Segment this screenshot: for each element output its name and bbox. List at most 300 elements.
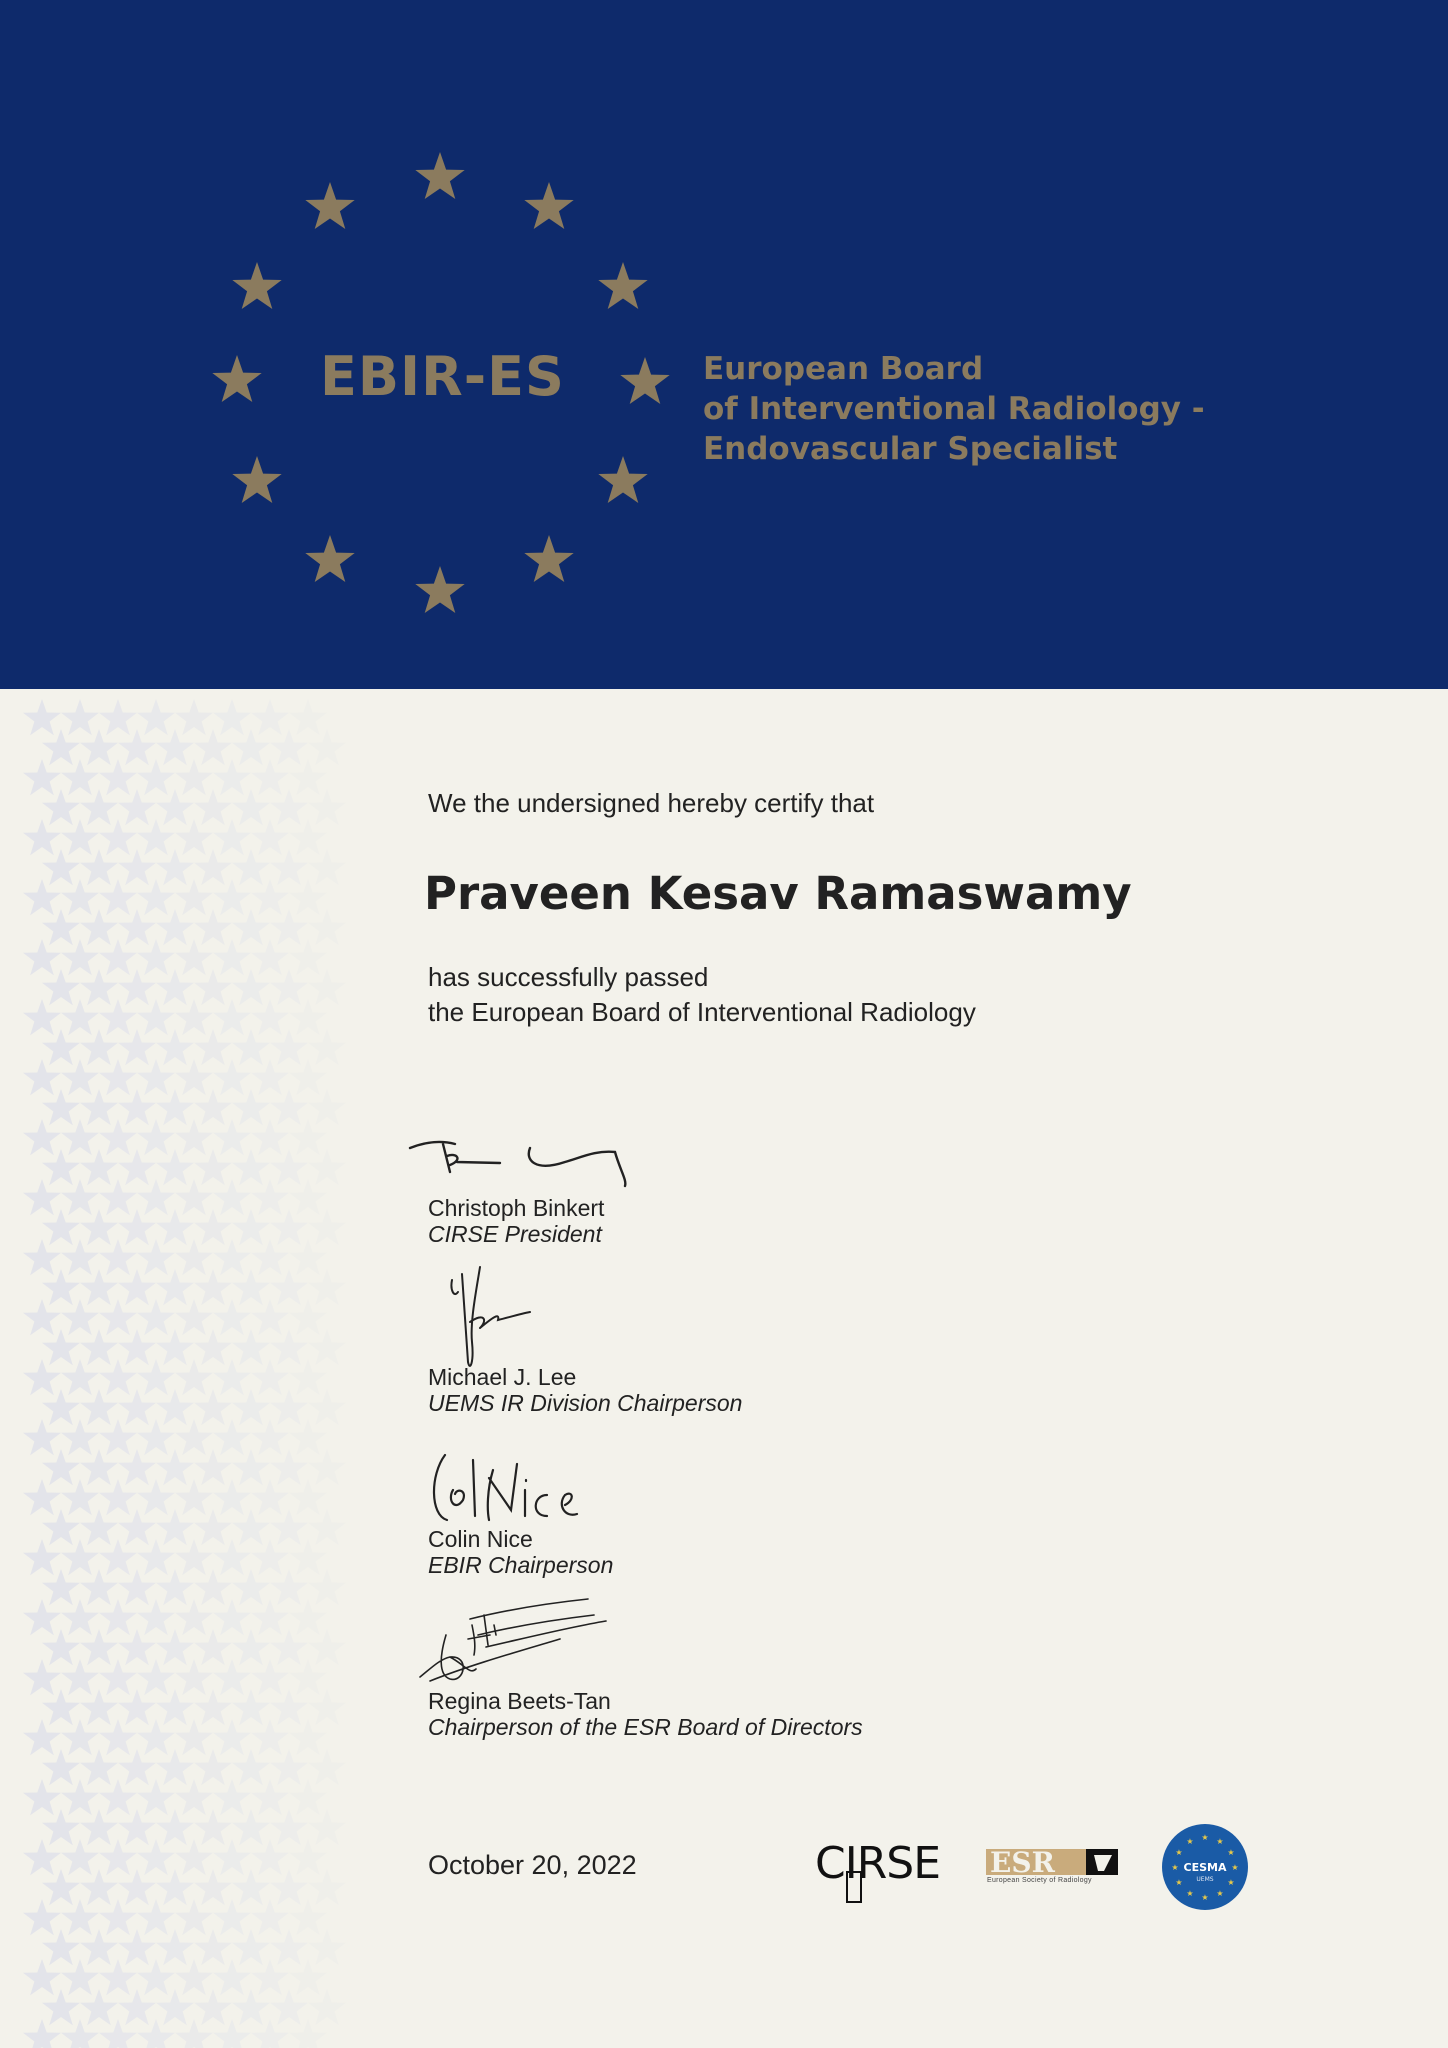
pattern-star-icon (42, 1389, 80, 1425)
pattern-star-icon (137, 759, 175, 795)
esr-logo-mark (986, 1847, 1121, 1877)
pattern-star-icon (137, 1539, 175, 1575)
pattern-star-icon (99, 999, 137, 1035)
signatory-role: EBIR Chairperson (428, 1552, 614, 1578)
pattern-star-icon (308, 1629, 346, 1665)
pattern-star-icon (99, 1959, 137, 1995)
pattern-star-icon (308, 1869, 346, 1905)
pattern-star-icon (99, 939, 137, 975)
pattern-star-icon (308, 849, 346, 885)
pattern-star-icon (175, 1419, 213, 1455)
pattern-star-icon (232, 1389, 270, 1425)
pattern-star-icon (270, 1449, 308, 1485)
star-icon (415, 152, 464, 199)
pattern-star-icon (251, 1179, 289, 1215)
pattern-star-icon (42, 1569, 80, 1605)
pattern-star-icon (308, 1029, 346, 1065)
pattern-star-icon (308, 1989, 346, 2025)
pattern-star-icon (42, 1089, 80, 1125)
pattern-star-icon (137, 1059, 175, 1095)
cesma-star-icon: ★ (1201, 1893, 1209, 1902)
pattern-star-icon (80, 1449, 118, 1485)
pattern-star-icon (251, 1539, 289, 1575)
pattern-star-icon (61, 939, 99, 975)
pattern-star-icon (232, 1209, 270, 1245)
pattern-star-icon (61, 1479, 99, 1515)
pattern-star-icon (99, 1539, 137, 1575)
pattern-star-icon (137, 1719, 175, 1755)
pattern-star-icon (232, 1869, 270, 1905)
pattern-star-icon (251, 2019, 289, 2048)
pattern-star-icon (118, 1149, 156, 1185)
pattern-star-icon (118, 1029, 156, 1065)
pattern-star-icon (80, 849, 118, 885)
header-band (0, 0, 1448, 689)
pattern-star-icon (118, 909, 156, 945)
pattern-star-icon (270, 1869, 308, 1905)
pattern-star-icon (213, 1299, 251, 1335)
pattern-star-icon (213, 939, 251, 975)
pattern-star-icon (194, 1449, 232, 1485)
pattern-star-icon (61, 1299, 99, 1335)
star-pattern-background (0, 689, 360, 2048)
pattern-star-icon (232, 1149, 270, 1185)
pattern-star-icon (118, 789, 156, 825)
pattern-star-icon (251, 999, 289, 1035)
pattern-star-icon (251, 879, 289, 915)
pattern-star-icon (289, 1059, 327, 1095)
pattern-star-icon (80, 729, 118, 765)
signature-beets-tan (410, 1595, 610, 1695)
pattern-star-icon (118, 1329, 156, 1365)
pattern-star-icon (232, 1689, 270, 1725)
pattern-star-icon (156, 1569, 194, 1605)
pattern-star-icon (194, 1869, 232, 1905)
pattern-star-icon (251, 1119, 289, 1155)
pattern-star-icon (289, 699, 327, 735)
pattern-star-icon (99, 879, 137, 915)
pattern-star-icon (308, 1809, 346, 1845)
pattern-star-icon (232, 729, 270, 765)
signatory-block (428, 1195, 604, 1247)
pattern-star-icon (137, 699, 175, 735)
pattern-star-icon (213, 1179, 251, 1215)
pattern-star-icon (194, 1029, 232, 1065)
pattern-star-icon (137, 1119, 175, 1155)
pattern-star-icon (118, 1989, 156, 2025)
eu-star-ring (0, 0, 1448, 689)
pattern-star-icon (289, 759, 327, 795)
signatory-block (428, 1364, 742, 1416)
pattern-star-icon (213, 1719, 251, 1755)
pattern-star-icon (213, 1419, 251, 1455)
pattern-star-icon (308, 1269, 346, 1305)
pattern-star-icon (289, 1959, 327, 1995)
pattern-star-icon (23, 879, 61, 915)
pattern-star-icon (156, 1809, 194, 1845)
pattern-star-icon (99, 1839, 137, 1875)
pattern-star-icon (156, 1209, 194, 1245)
pattern-star-icon (175, 699, 213, 735)
cesma-star-icon: ★ (1216, 1837, 1224, 1846)
pattern-star-icon (251, 1959, 289, 1995)
pattern-star-icon (118, 1629, 156, 1665)
pattern-star-icon (289, 999, 327, 1035)
pattern-star-icon (251, 819, 289, 855)
pattern-star-icon (175, 1299, 213, 1335)
pattern-star-icon (118, 1689, 156, 1725)
pattern-star-icon (213, 1779, 251, 1815)
pattern-star-icon (213, 1359, 251, 1395)
signatory-name: Regina Beets-Tan (428, 1688, 611, 1714)
star-icon (305, 182, 354, 229)
pattern-star-icon (80, 1329, 118, 1365)
pattern-star-icon (23, 1599, 61, 1635)
pattern-star-icon (99, 1719, 137, 1755)
signatory-role: Chairperson of the ESR Board of Directors (428, 1714, 863, 1740)
signatory-role: UEMS IR Division Chairperson (428, 1390, 743, 1416)
pattern-star-icon (99, 1179, 137, 1215)
pattern-star-icon (61, 699, 99, 735)
pattern-star-icon (99, 1899, 137, 1935)
pattern-star-icon (42, 1989, 80, 2025)
pattern-star-icon (213, 759, 251, 795)
pattern-star-icon (270, 789, 308, 825)
pattern-star-icon (61, 819, 99, 855)
pattern-star-icon (175, 1839, 213, 1875)
star-icon (415, 566, 464, 613)
cesma-star-icon: ★ (1227, 1878, 1235, 1887)
pattern-star-icon (194, 1089, 232, 1125)
passed-statement (428, 960, 976, 1030)
pattern-star-icon (194, 729, 232, 765)
pattern-star-icon (175, 1779, 213, 1815)
pattern-star-icon (270, 1509, 308, 1545)
pattern-star-icon (213, 1059, 251, 1095)
board-name-line-1: European Board (703, 351, 984, 387)
pattern-star-icon (213, 999, 251, 1035)
pattern-star-icon (289, 819, 327, 855)
pattern-star-icon (23, 1539, 61, 1575)
pattern-star-icon (80, 1149, 118, 1185)
pattern-star-icon (213, 819, 251, 855)
pattern-star-icon (42, 1869, 80, 1905)
pattern-star-icon (175, 1479, 213, 1515)
pattern-star-icon (270, 1389, 308, 1425)
pattern-star-icon (42, 1269, 80, 1305)
signature-binkert (405, 1130, 685, 1190)
pattern-star-icon (80, 789, 118, 825)
pattern-star-icon (61, 1899, 99, 1935)
pattern-star-icon (80, 1569, 118, 1605)
pattern-star-icon (23, 1119, 61, 1155)
pattern-star-icon (118, 729, 156, 765)
pattern-star-icon (137, 2019, 175, 2048)
pattern-star-icon (289, 1359, 327, 1395)
pattern-star-icon (175, 999, 213, 1035)
pattern-star-icon (156, 1149, 194, 1185)
pattern-star-icon (175, 1239, 213, 1275)
pattern-star-icon (99, 1779, 137, 1815)
pattern-star-icon (251, 1719, 289, 1755)
pattern-star-icon (289, 879, 327, 915)
recipient-name: Praveen Kesav Ramaswamy (424, 867, 1132, 920)
pattern-star-icon (289, 1899, 327, 1935)
pattern-star-icon (213, 1539, 251, 1575)
pattern-star-icon (61, 2019, 99, 2048)
pattern-star-icon (194, 1989, 232, 2025)
pattern-star-icon (156, 1629, 194, 1665)
pattern-star-icon (23, 1659, 61, 1695)
pattern-star-icon (137, 819, 175, 855)
pattern-star-icon (156, 1449, 194, 1485)
pattern-star-icon (156, 969, 194, 1005)
pattern-star-icon (99, 1119, 137, 1155)
pattern-star-icon (289, 1299, 327, 1335)
board-name-line-2: of Interventional Radiology - (703, 391, 1205, 427)
pattern-star-icon (251, 1419, 289, 1455)
pattern-star-icon (61, 1839, 99, 1875)
pattern-star-icon (251, 1479, 289, 1515)
pattern-star-icon (118, 1869, 156, 1905)
pattern-star-icon (175, 1899, 213, 1935)
pattern-star-icon (61, 1179, 99, 1215)
pattern-star-icon (42, 1329, 80, 1365)
pattern-star-icon (213, 699, 251, 735)
pattern-star-icon (289, 1179, 327, 1215)
pattern-star-icon (99, 1239, 137, 1275)
pattern-star-icon (23, 1779, 61, 1815)
cesma-star-icon: ★ (1186, 1837, 1194, 1846)
pattern-star-icon (61, 1119, 99, 1155)
pattern-star-icon (156, 1329, 194, 1365)
pattern-star-icon (61, 879, 99, 915)
pattern-star-icon (194, 1689, 232, 1725)
pattern-star-icon (156, 1989, 194, 2025)
pattern-star-icon (194, 1809, 232, 1845)
pattern-star-icon (308, 729, 346, 765)
star-icon (524, 535, 573, 582)
pattern-star-icon (175, 1059, 213, 1095)
pattern-star-icon (137, 1779, 175, 1815)
pattern-star-icon (156, 729, 194, 765)
issue-date: October 20, 2022 (428, 1850, 637, 1880)
pattern-star-icon (137, 999, 175, 1035)
pattern-star-icon (270, 1629, 308, 1665)
pattern-star-icon (23, 1359, 61, 1395)
cirse-logo-text: CIRSE (815, 1838, 941, 1889)
pattern-star-icon (99, 1359, 137, 1395)
pattern-star-icon (213, 879, 251, 915)
pattern-star-icon (175, 1539, 213, 1575)
pattern-star-icon (80, 1089, 118, 1125)
star-icon (598, 262, 647, 309)
cesma-star-icon: ★ (1231, 1863, 1239, 1872)
pattern-star-icon (156, 1029, 194, 1065)
pattern-star-icon (232, 1089, 270, 1125)
pattern-star-icon (137, 1299, 175, 1335)
pattern-star-icon (80, 1029, 118, 1065)
pattern-star-icon (194, 1749, 232, 1785)
pattern-star-icon (156, 1089, 194, 1125)
pattern-star-icon (156, 909, 194, 945)
pattern-star-icon (289, 1659, 327, 1695)
pattern-star-icon (213, 2019, 251, 2048)
pattern-star-icon (270, 1149, 308, 1185)
pattern-star-icon (308, 1929, 346, 1965)
pattern-star-icon (232, 1329, 270, 1365)
pattern-star-icon (23, 999, 61, 1035)
pattern-star-icon (137, 1899, 175, 1935)
pattern-star-icon (118, 1509, 156, 1545)
pattern-star-icon (80, 1929, 118, 1965)
star-icon (232, 262, 281, 309)
board-name-line-3: Endovascular Specialist (703, 431, 1118, 467)
pattern-star-icon (251, 1599, 289, 1635)
pattern-star-icon (118, 1389, 156, 1425)
pattern-star-icon (137, 939, 175, 975)
passed-line-1: has successfully passed (428, 962, 709, 992)
pattern-star-icon (270, 1689, 308, 1725)
pattern-star-icon (251, 1659, 289, 1695)
pattern-star-icon (61, 759, 99, 795)
pattern-star-icon (80, 1989, 118, 2025)
star-icon (212, 355, 261, 402)
pattern-star-icon (308, 1089, 346, 1125)
pattern-star-icon (308, 1449, 346, 1485)
pattern-star-icon (42, 1809, 80, 1845)
pattern-star-icon (194, 1149, 232, 1185)
pattern-star-icon (232, 909, 270, 945)
pattern-star-icon (42, 729, 80, 765)
pattern-star-icon (289, 1239, 327, 1275)
pattern-star-icon (42, 969, 80, 1005)
pattern-star-icon (80, 1209, 118, 1245)
pattern-star-icon (308, 1149, 346, 1185)
pattern-star-icon (23, 1719, 61, 1755)
signature-nice (425, 1450, 585, 1530)
pattern-star-icon (289, 1479, 327, 1515)
pattern-star-icon (80, 969, 118, 1005)
pattern-star-icon (308, 1569, 346, 1605)
cirse-logo (815, 1838, 941, 1908)
pattern-star-icon (175, 1359, 213, 1395)
pattern-star-icon (232, 1449, 270, 1485)
pattern-star-icon (156, 1509, 194, 1545)
pattern-star-icon (251, 699, 289, 735)
pattern-star-icon (213, 1479, 251, 1515)
acronym-title: EBIR-ES (320, 345, 565, 408)
pattern-star-icon (156, 1869, 194, 1905)
pattern-star-icon (194, 789, 232, 825)
pattern-star-icon (251, 939, 289, 975)
pattern-star-icon (270, 1209, 308, 1245)
pattern-star-icon (194, 909, 232, 945)
pattern-star-icon (118, 1269, 156, 1305)
pattern-star-icon (99, 1059, 137, 1095)
pattern-star-icon (270, 849, 308, 885)
pattern-star-icon (251, 1299, 289, 1335)
pattern-star-icon (61, 1959, 99, 1995)
pattern-star-icon (175, 1659, 213, 1695)
signatory-name: Colin Nice (428, 1526, 533, 1552)
pattern-star-icon (194, 1209, 232, 1245)
pattern-star-icon (156, 849, 194, 885)
esr-logo-subtitle: European Society of Radiology (987, 1877, 1092, 1884)
pattern-star-icon (23, 939, 61, 975)
cesma-star-icon: ★ (1171, 1863, 1179, 1872)
signatory-name: Christoph Binkert (428, 1195, 605, 1221)
pattern-star-icon (23, 1959, 61, 1995)
pattern-star-icon (251, 1779, 289, 1815)
pattern-star-icon (42, 1509, 80, 1545)
pattern-star-icon (99, 1479, 137, 1515)
pattern-star-icon (61, 1779, 99, 1815)
signatory-name: Michael J. Lee (428, 1364, 577, 1390)
pattern-star-icon (308, 969, 346, 1005)
pattern-star-icon (175, 939, 213, 975)
cesma-logo-mark (1161, 1823, 1249, 1911)
pattern-star-icon (232, 969, 270, 1005)
star-icon (598, 456, 647, 503)
pattern-star-icon (308, 1389, 346, 1425)
pattern-star-icon (23, 699, 61, 735)
cesma-logo-subtext: UEMS (1196, 1876, 1214, 1883)
pattern-star-icon (99, 2019, 137, 2048)
pattern-star-icon (80, 1809, 118, 1845)
pattern-star-icon (308, 1689, 346, 1725)
cesma-star-icon: ★ (1227, 1848, 1235, 1857)
pattern-star-icon (61, 1719, 99, 1755)
pattern-star-icon (289, 1839, 327, 1875)
pattern-star-icon (23, 1899, 61, 1935)
pattern-star-icon (270, 1749, 308, 1785)
pattern-star-icon (270, 1089, 308, 1125)
pattern-star-icon (80, 1869, 118, 1905)
pattern-star-icon (213, 1839, 251, 1875)
pattern-star-icon (156, 1389, 194, 1425)
pattern-star-icon (80, 1749, 118, 1785)
pattern-star-icon (232, 789, 270, 825)
pattern-star-icon (80, 1689, 118, 1725)
pattern-star-icon (194, 1389, 232, 1425)
pattern-star-icon (99, 819, 137, 855)
pattern-star-icon (232, 1989, 270, 2025)
pattern-star-icon (61, 1239, 99, 1275)
pattern-star-icon (232, 1749, 270, 1785)
pattern-star-icon (137, 1599, 175, 1635)
cesma-star-icon: ★ (1175, 1878, 1183, 1887)
pattern-star-icon (137, 1959, 175, 1995)
pattern-star-icon (289, 2019, 327, 2048)
pattern-star-icon (175, 1179, 213, 1215)
pattern-star-icon (270, 1569, 308, 1605)
pattern-star-icon (251, 1359, 289, 1395)
pattern-star-icon (99, 1659, 137, 1695)
pattern-star-icon (289, 1719, 327, 1755)
pattern-star-icon (42, 1209, 80, 1245)
pattern-star-icon (270, 909, 308, 945)
pattern-star-icon (118, 1089, 156, 1125)
pattern-star-icon (213, 1899, 251, 1935)
pattern-star-icon (61, 1059, 99, 1095)
pattern-star-icon (308, 909, 346, 945)
cesma-star-icon: ★ (1186, 1889, 1194, 1898)
pattern-star-icon (61, 1539, 99, 1575)
passed-line-2: the European Board of Interventional Radiology (428, 997, 976, 1027)
pattern-star-icon (270, 1989, 308, 2025)
pattern-star-icon (118, 1809, 156, 1845)
